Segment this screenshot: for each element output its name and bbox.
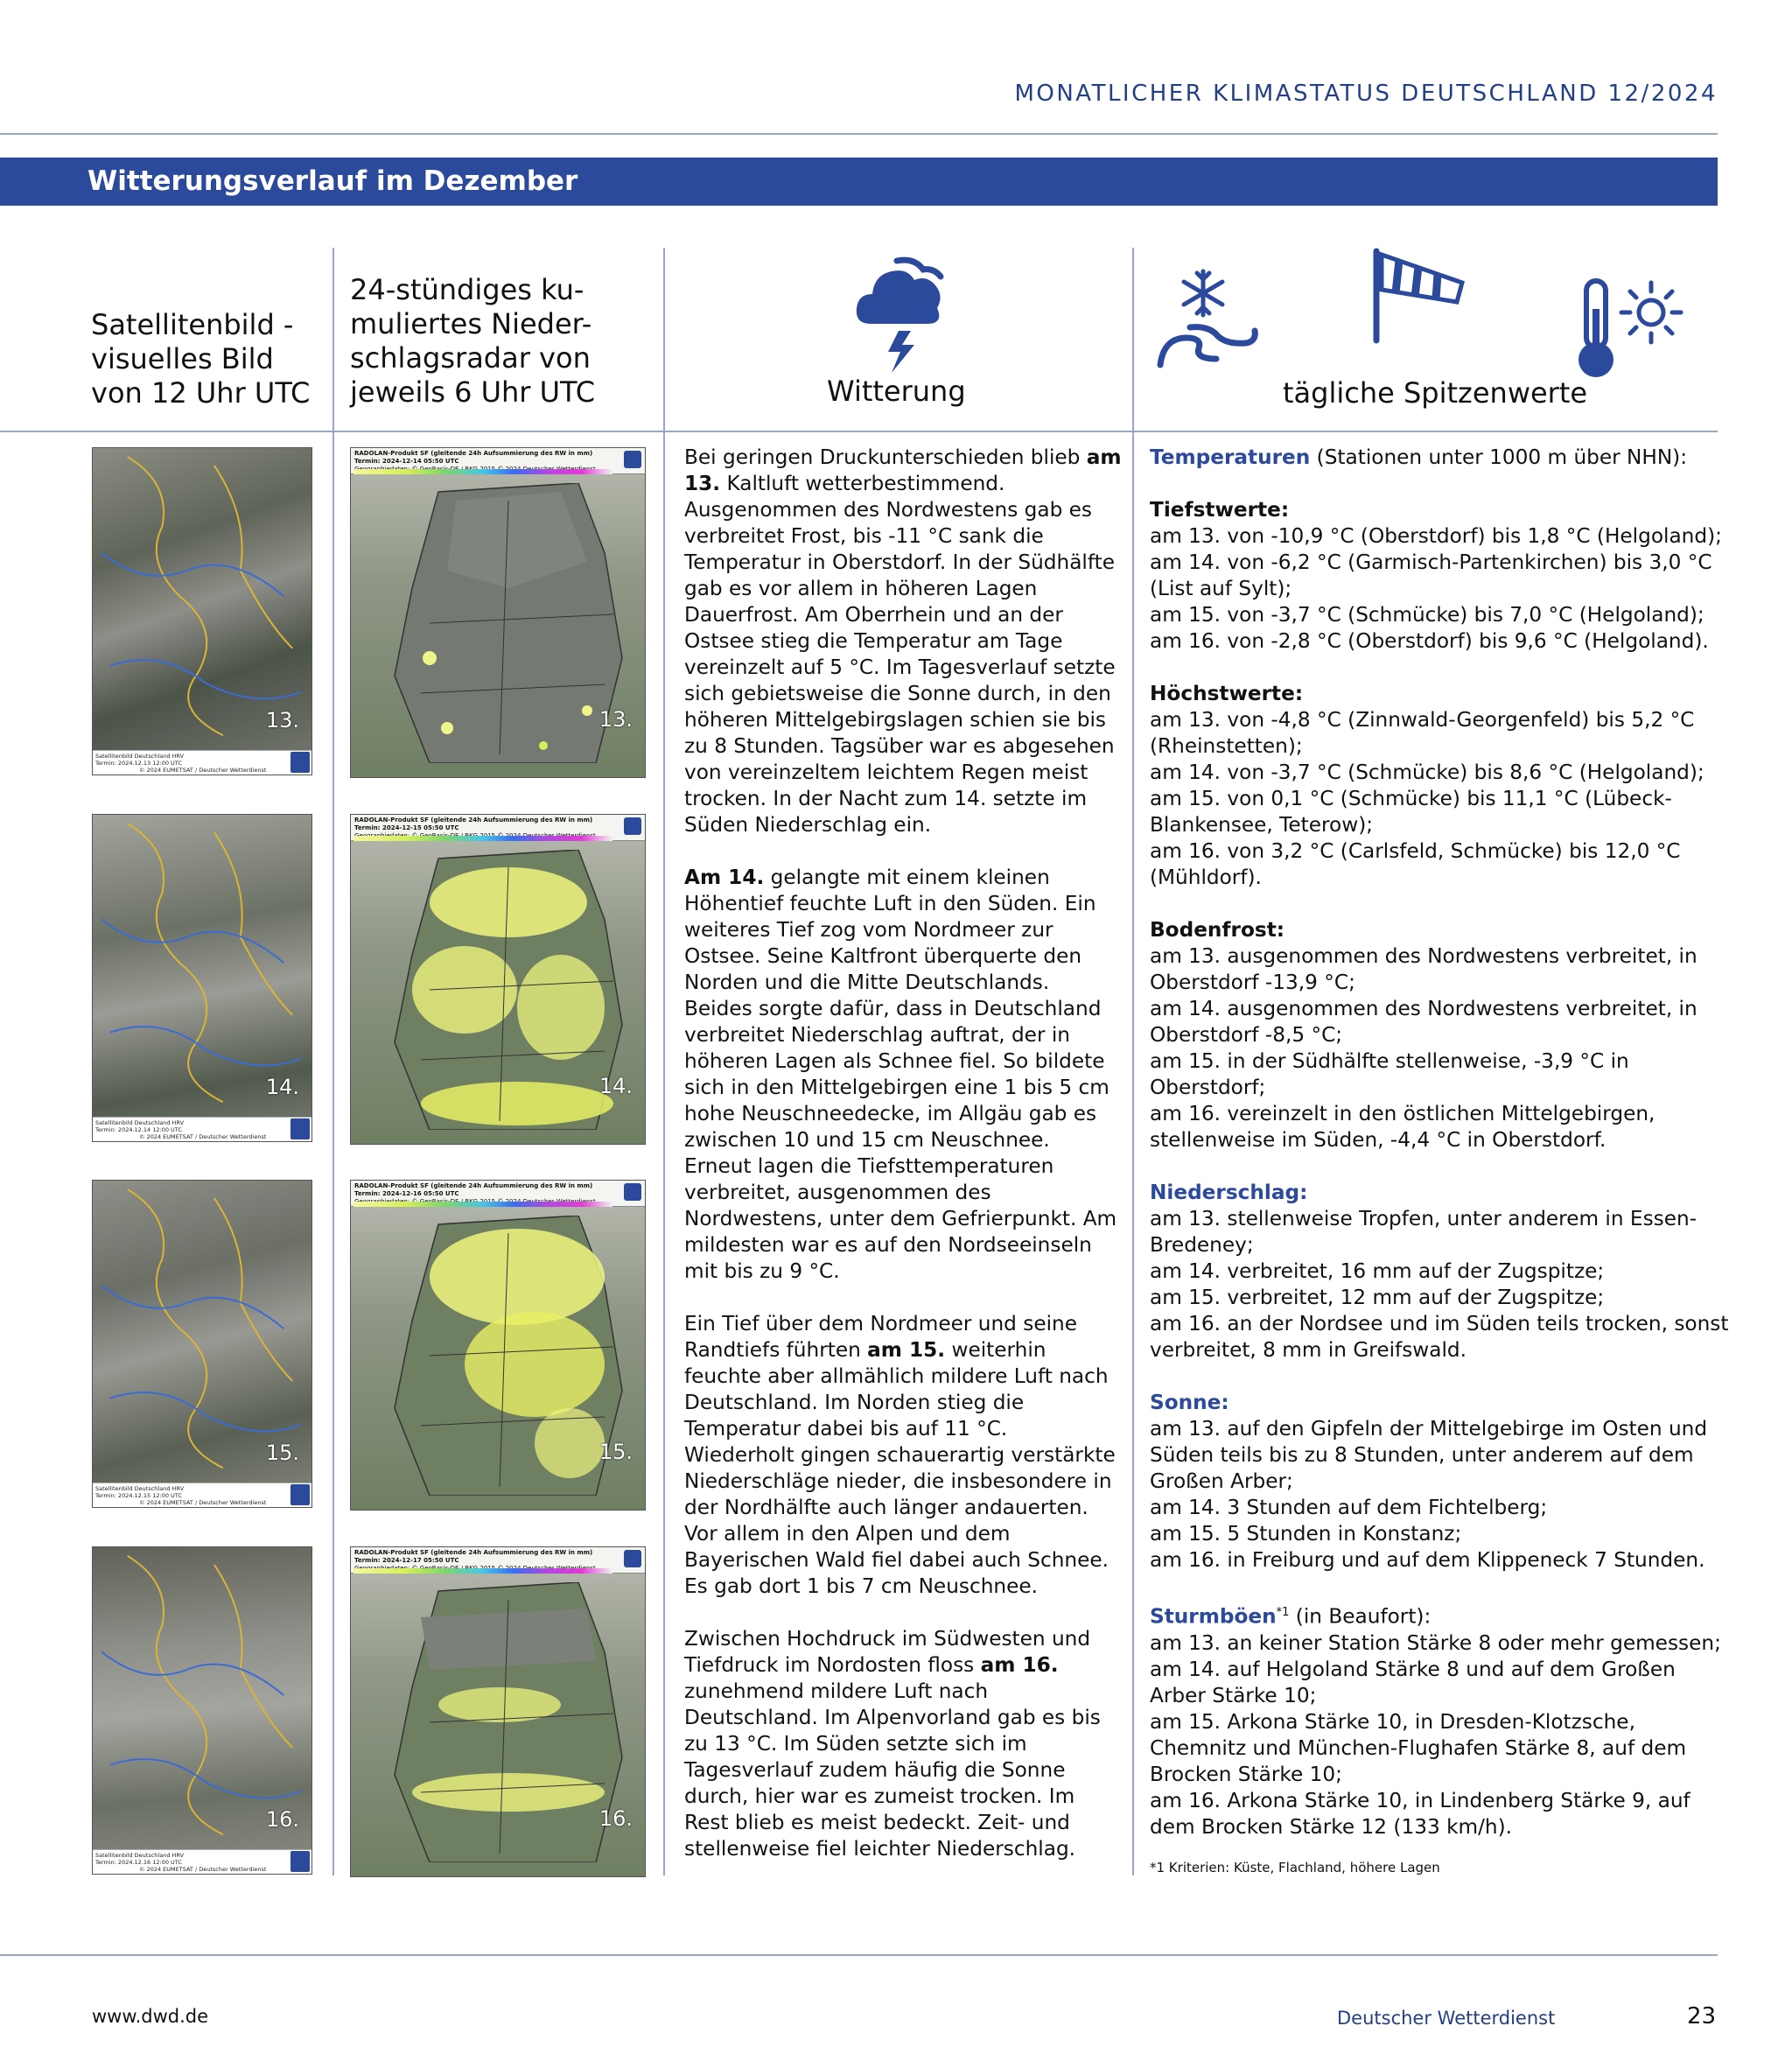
radar-image-14	[350, 814, 646, 1145]
day-label: 15.	[265, 1441, 299, 1465]
min-item: am 15. von -3,7 °C (Schmücke) bis 7,0 °C (Helgoland);	[1150, 603, 1704, 627]
sun-item: am 15. 5 Stunden in Konstanz;	[1150, 1522, 1462, 1546]
radar-caption: RADOLAN-Produkt SF (gleitende 24h Aufsummierung des RW in mm) Termin: 2024-12-15 05:50 UTC	[351, 815, 645, 841]
col-head-radar: 24-stündiges ku- muliertes Nieder- schlagsradar von jeweils 6 Uhr UTC	[350, 273, 596, 409]
dwd-logo-icon	[290, 1851, 310, 1872]
precip-item: am 16. an der Nordsee und im Süden teils trocken, sonst verbreitet, 8 mm in Greifswald.	[1150, 1312, 1729, 1362]
frost-item: am 14. ausgenommen des Nordwestens verbreitet, in Oberstdorf -8,5 °C;	[1150, 997, 1698, 1047]
min-item: am 13. von -10,9 °C (Oberstdorf) bis 1,8 °C (Helgoland);	[1150, 524, 1722, 548]
max-item: am 15. von 0,1 °C (Schmücke) bis 11,1 °C (Lübeck-Blankensee, Teterow);	[1150, 787, 1672, 837]
max-item: am 14. von -3,7 °C (Schmücke) bis 8,6 °C (Helgoland);	[1150, 761, 1704, 784]
satellite-image-14	[92, 814, 312, 1142]
frost-item: am 16. vereinzelt in den östlichen Mittelgebirgen, stellenweise im Süden, -4,4 °C in Oberstdorf.	[1150, 1102, 1656, 1152]
radar-image-15	[350, 1180, 646, 1511]
day-label: 16.	[265, 1807, 299, 1832]
day-label: 16.	[598, 1806, 633, 1831]
max-item: am 16. von 3,2 °C (Carlsfeld, Schmücke) bis 12,0 °C (Mühldorf).	[1150, 839, 1681, 889]
section-title: Witterungsverlauf im Dezember	[88, 165, 578, 197]
sun-item: am 13. auf den Gipfeln der Mittelgebirge im Osten und Süden teils bis zu 8 Stunden, unter anderem auf dem Großen Arber;	[1150, 1417, 1708, 1493]
max-item: am 13. von -4,8 °C (Zinnwald-Georgenfeld) bis 5,2 °C (Rheinstetten);	[1150, 708, 1695, 758]
radar-image-16	[350, 1546, 646, 1877]
dwd-logo-icon	[624, 1183, 641, 1201]
sun-item: am 16. in Freiburg und auf dem Klippeneck 7 Stunden.	[1150, 1548, 1705, 1572]
weather-paragraph-13: Bei geringen Druckunterschieden blieb am 13. Kaltluft wetterbestimmend. Ausgenommen des Nordwestens gab es verbreitet Frost, bis -11 °C sank die Temperatur in Oberstdorf. In der Südhälfte gab es vor allem in höheren Lagen Dauerfrost. Am Oberrhein und an der Ostsee stieg die Temperatur am Tage vereinzelt auf 5 °C. Im Tagesverlauf setzte sich gebietsweise die Sonne durch, in den höheren Mittelgebirgslagen schien sie bis zu 8 Stunden. Tagsüber war es abgesehen von vereinzeltem leichtem Regen meist trocken. In der Nacht zum 14. setzte im Süden Niederschlag ein.	[684, 445, 1122, 837]
weather-paragraph-14: Am 14. gelangte mit einem kleinen Höhentief feuchte Luft in den Süden. Ein weiteres Tief zog vom Nordmeer zur Ostsee. Seine Kaltfront überquerte den Norden und die Mitte Deutschlands. Beides sorgte dafür, dass in Deutschland verbreitet Niederschlag auftrat, der in höheren Lagen als Schnee fiel. So bildete sich in den Mittelgebirgen eine 1 bis 5 cm hohe Neuschneedecke, im Allgäu gab es zwischen 10 und 15 cm Neuschnee. Erneut lagen die Tiefsttemperaturen verbreitet, ausgenommen des Nordwestens, unter dem Gefrierpunkt. Am mildesten war es auf den Nordseeinseln mit bis zu 9 °C.	[684, 866, 1117, 1283]
dwd-logo-icon	[624, 451, 641, 468]
radar-caption: RADOLAN-Produkt SF (gleitende 24h Aufsummierung des RW in mm) Termin: 2024-12-14 05:50 UTC	[351, 448, 645, 474]
column-divider	[332, 248, 334, 1875]
radar-image-13	[350, 447, 646, 778]
satellite-caption: Satellitenbild Deutschland HRV Termin: 2024.12.13 12:00 UTC © 2024 EUMETSAT / Deutscher Wetterdienst	[93, 750, 312, 775]
satellite-image-15	[92, 1180, 312, 1508]
windsock-icon	[1369, 248, 1466, 344]
day-label: 15.	[598, 1440, 633, 1464]
weather-text	[684, 445, 1122, 1889]
dwd-logo-icon	[290, 752, 310, 773]
satellite-image-16	[92, 1546, 312, 1875]
report-title: MONATLICHER KLIMASTATUS DEUTSCHLAND 12/2024	[1014, 81, 1718, 107]
section-bar	[0, 158, 1718, 206]
snowflake-road-icon	[1155, 264, 1260, 369]
gust-item: am 16. Arkona Stärke 10, in Lindenberg Stärke 9, auf dem Brocken Stärke 12 (133 km/h).	[1150, 1788, 1690, 1839]
radar-legend	[354, 1568, 612, 1574]
page-header	[0, 70, 1718, 135]
frost-item: am 13. ausgenommen des Nordwestens verbreitet, in Oberstdorf -13,9 °C;	[1150, 944, 1698, 994]
max-heading: Höchstwerte:	[1150, 682, 1304, 705]
sun-item: am 14. 3 Stunden auf dem Fichtelberg;	[1150, 1496, 1548, 1519]
col-head-satellite: Satellitenbild - visuelles Bild von 12 Uhr UTC	[91, 308, 311, 410]
column-divider	[1132, 248, 1134, 1875]
thermometer-sun-icon	[1571, 276, 1684, 381]
col-head-weather: Witterung	[827, 375, 966, 408]
dwd-logo-icon	[290, 1118, 310, 1139]
precip-item: am 14. verbreitet, 16 mm auf der Zugspitze;	[1150, 1259, 1605, 1283]
frost-item: am 15. in der Südhälfte stellenweise, -3,9 °C in Oberstdorf;	[1150, 1049, 1629, 1099]
peaks-text	[1150, 445, 1732, 1840]
weather-paragraph-15: Ein Tief über dem Nordmeer und seine Randtiefs führten am 15. weiterhin feuchte aber allmählich mildere Luft nach Deutschland. Im Norden stieg die Temperatur dabei bis auf 11 °C. Wiederholt gingen schauerartig verstärkte Niederschläge nieder, die insbesondere in der Nordhälfte auch länger andauerten. Vor allem in den Alpen und dem Bayerischen Wald fiel dabei auch Schnee. Es gab dort 1 bis 7 cm Neuschnee.	[684, 1312, 1116, 1598]
thunder-cloud-icon	[853, 254, 945, 376]
satellite-caption: Satellitenbild Deutschland HRV Termin: 2024.12.15 12:00 UTC © 2024 EUMETSAT / Deutscher Wetterdienst	[93, 1483, 312, 1507]
frost-heading: Bodenfrost:	[1150, 918, 1285, 942]
weather-paragraph-16: Zwischen Hochdruck im Südwesten und Tiefdruck im Nordosten floss am 16. zunehmend mildere Luft nach Deutschland. Im Alpenvorland gab es bis zu 13 °C. Im Süden setzte sich im Tagesverlauf zudem häufig die Sonne durch, hier war es zumeist trocken. Im Rest blieb es meist bedeckt. Zeit- und stellenweise fiel leichter Niederschlag.	[684, 1627, 1101, 1861]
min-heading: Tiefstwerte:	[1150, 498, 1290, 522]
gust-item: am 14. auf Helgoland Stärke 8 und auf dem Großen Arber Stärke 10;	[1150, 1657, 1676, 1707]
min-item: am 16. von -2,8 °C (Oberstdorf) bis 9,6 °C (Helgoland).	[1150, 629, 1709, 653]
gust-heading: Sturmböen$^{*1}$ (in Beaufort):	[1150, 1604, 1432, 1629]
day-label: 14.	[265, 1075, 299, 1099]
precip-item: am 13. stellenweise Tropfen, unter anderem in Essen-Bredeney;	[1150, 1207, 1698, 1257]
dwd-logo-icon	[624, 817, 641, 835]
radar-caption: RADOLAN-Produkt SF (gleitende 24h Aufsummierung des RW in mm) Termin: 2024-12-17 05:50 UTC	[351, 1547, 645, 1574]
dwd-logo-icon	[290, 1484, 310, 1505]
sun-heading: Sonne:	[1150, 1391, 1229, 1414]
column-divider	[663, 248, 665, 1875]
radar-map	[386, 850, 631, 1130]
day-label: 14.	[598, 1074, 633, 1098]
day-label: 13.	[598, 707, 633, 732]
radar-map	[386, 1216, 631, 1496]
temperature-heading: Temperaturen (Stationen unter 1000 m über NHN):	[1150, 445, 1688, 469]
footer-rule	[0, 1954, 1718, 1956]
table-header-rule	[0, 431, 1718, 432]
radar-legend	[354, 469, 612, 474]
page-number: 23	[1687, 2003, 1717, 2029]
gust-item: am 15. Arkona Stärke 10, in Dresden-Klotzsche, Chemnitz und München-Flughafen Stärke 8, auf dem Brocken Stärke 10;	[1150, 1709, 1687, 1786]
radar-legend	[354, 836, 612, 841]
radar-caption: RADOLAN-Produkt SF (gleitende 24h Aufsummierung des RW in mm) Termin: 2024-12-16 05:50 UTC	[351, 1181, 645, 1207]
satellite-caption: Satellitenbild Deutschland HRV Termin: 2024.12.16 12:00 UTC © 2024 EUMETSAT / Deutscher Wetterdienst	[93, 1849, 312, 1874]
footnote: *1 Kriterien: Küste, Flachland, höhere Lagen	[1150, 1860, 1440, 1875]
radar-map	[386, 1582, 631, 1862]
footer-org: Deutscher Wetterdienst	[1337, 2008, 1556, 2029]
gust-item: am 13. an keiner Station Stärke 8 oder mehr gemessen;	[1150, 1630, 1721, 1655]
footer-url-link[interactable]: www.dwd.de	[92, 2006, 209, 2027]
day-label: 13.	[265, 708, 299, 733]
satellite-image-13	[92, 447, 312, 775]
radar-map	[386, 483, 631, 763]
dwd-logo-icon	[624, 1550, 641, 1567]
satellite-caption: Satellitenbild Deutschland HRV Termin: 2024.12.14 12:00 UTC © 2024 EUMETSAT / Deutscher Wetterdienst	[93, 1117, 312, 1141]
col-head-peaks: tägliche Spitzenwerte	[1283, 376, 1588, 410]
radar-legend	[354, 1202, 612, 1207]
min-item: am 14. von -6,2 °C (Garmisch-Partenkirchen) bis 3,0 °C (List auf Sylt);	[1150, 550, 1712, 600]
precip-heading: Niederschlag:	[1150, 1181, 1308, 1204]
precip-item: am 15. verbreitet, 12 mm auf der Zugspitze;	[1150, 1286, 1605, 1309]
